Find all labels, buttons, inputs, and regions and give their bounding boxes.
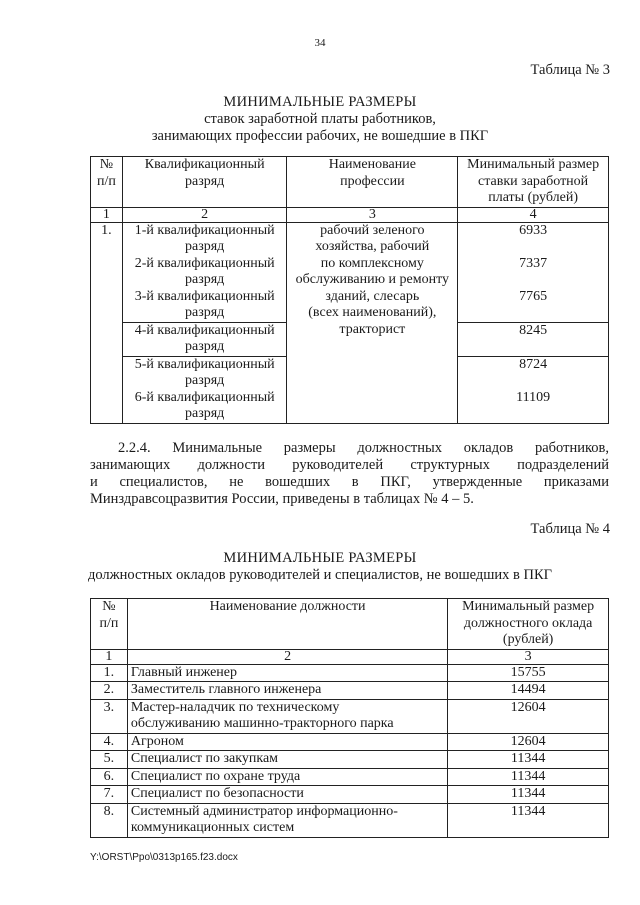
table3-row-number: 1. [91, 222, 123, 423]
profession-text: (всех наименований), [308, 305, 437, 320]
table4-column-numbers [91, 649, 609, 664]
table4-subtitle: должностных окладов руководителей и специалистов, не вошедших в ПКГ [87, 567, 553, 583]
table3-heading [0, 94, 640, 145]
header-text: (рублей) [502, 632, 554, 647]
position-text: Системный администратор информационно- [130, 803, 398, 819]
header-text: Минимальный размер [462, 599, 595, 614]
rate-value: 6933 [519, 222, 548, 238]
header-text: разряд [185, 173, 225, 189]
grade-text: разряд [185, 406, 225, 421]
table3-rate-4: 8245 [458, 322, 609, 356]
profession-text: тракторист [339, 321, 406, 337]
profession-text: по комплексному [320, 255, 424, 271]
table4-label: Таблица № 4 [530, 521, 610, 537]
row-number: 3. [91, 699, 128, 733]
header-text: Наименование [328, 157, 416, 172]
table3-header-num [91, 157, 123, 208]
position-name [127, 699, 447, 733]
profession-text: обслуживанию и ремонту [295, 272, 450, 287]
column-number: 4 [458, 207, 609, 222]
paragraph-line: Минздравсоцразвития России, приведены в таблицах № 4 – 5. [90, 491, 474, 507]
table4-header-num [91, 599, 128, 650]
header-text: Минимальный размер [467, 157, 600, 172]
grade-text: 5-й квалификационный [134, 356, 275, 372]
position-name: Заместитель главного инженера [127, 682, 447, 700]
table4-header-position: Наименование должности [127, 599, 447, 650]
table4-header-row [91, 599, 609, 650]
grade-text: 6-й квалификационный [134, 389, 275, 405]
column-number: 1 [91, 649, 128, 664]
header-text: № [102, 599, 116, 614]
salary-value: 12604 [448, 699, 609, 733]
table4-heading [0, 550, 640, 584]
paragraph-2-2-4 [90, 440, 609, 508]
table3-column-numbers [91, 207, 609, 222]
table-row [91, 786, 609, 804]
file-path-footer: Y:\ORST\Ppo\0313p165.f23.docx [90, 852, 238, 863]
table3-grade-4 [122, 322, 287, 356]
table-row [91, 803, 609, 837]
position-text: обслуживанию машинно-тракторного парка [130, 716, 394, 731]
header-text: профессии [340, 173, 405, 189]
table4-title: МИНИМАЛЬНЫЕ РАЗМЕРЫ [223, 550, 417, 566]
header-text: платы (рублей) [488, 190, 578, 205]
grade-text: 3-й квалификационный [134, 288, 275, 304]
header-text: Квалификационный [144, 157, 265, 172]
row-number: 5. [91, 751, 128, 769]
row-number: 4. [91, 733, 128, 751]
salary-value: 11344 [448, 751, 609, 769]
table3-header-profession [287, 157, 458, 208]
table3-label: Таблица № 3 [530, 62, 610, 78]
grade-text: разряд [185, 272, 225, 287]
table-row [91, 699, 609, 733]
header-text: ставки заработной [478, 173, 589, 189]
grade-text: разряд [185, 305, 225, 320]
position-name: Специалист по охране труда [127, 768, 447, 786]
table4-header-salary [448, 599, 609, 650]
row-number: 6. [91, 768, 128, 786]
header-text: п/п [99, 615, 119, 631]
position-text: коммуникационных систем [130, 820, 295, 835]
table3-rates-5-6 [458, 356, 609, 423]
row-number: 7. [91, 786, 128, 804]
table4 [90, 598, 609, 838]
table3-title: МИНИМАЛЬНЫЕ РАЗМЕРЫ [223, 94, 417, 110]
column-number: 3 [287, 207, 458, 222]
position-name: Специалист по безопасности [127, 786, 447, 804]
position-name [127, 803, 447, 837]
grade-text: разряд [185, 239, 225, 254]
paragraph-line: 2.2.4. Минимальные размеры должностных окладов работников, [118, 440, 609, 456]
column-number: 2 [127, 649, 447, 664]
rate-value: 7337 [519, 255, 548, 271]
row-number: 8. [91, 803, 128, 837]
table3-subtitle-1: ставок заработной платы работников, [204, 111, 436, 127]
grade-text: 2-й квалификационный [134, 255, 275, 271]
grade-text: разряд [185, 373, 225, 388]
header-text: п/п [96, 173, 116, 189]
salary-value: 11344 [448, 786, 609, 804]
profession-text: рабочий зеленого [320, 222, 425, 238]
row-number: 2. [91, 682, 128, 700]
salary-value: 11344 [448, 768, 609, 786]
page-number: 34 [314, 37, 326, 49]
rate-value: 11109 [516, 389, 551, 405]
salary-value: 14494 [448, 682, 609, 700]
position-name: Специалист по закупкам [127, 751, 447, 769]
paragraph-line: занимающих должности руководителей структурных подразделений [90, 457, 609, 473]
table3-subtitle-2: занимающих профессии рабочих, не вошедшие в ПКГ [151, 128, 489, 144]
header-text: должностного оклада [463, 615, 593, 631]
row-number: 1. [91, 664, 128, 682]
rate-value: 8724 [519, 356, 548, 372]
table-row [91, 682, 609, 700]
table3-rates-1-3 [458, 222, 609, 322]
column-number: 1 [91, 207, 123, 222]
position-name: Главный инженер [127, 664, 447, 682]
salary-value: 11344 [448, 803, 609, 837]
table3-row-group-a [91, 222, 609, 322]
header-text: № [99, 157, 114, 172]
table-row [91, 664, 609, 682]
salary-value: 12604 [448, 733, 609, 751]
table3-grades-5-6 [122, 356, 287, 423]
position-text: Мастер-наладчик по техническому [130, 699, 340, 715]
grade-text: разряд [185, 339, 225, 354]
rate-value: 7765 [519, 288, 548, 304]
table3-header-grade [122, 157, 287, 208]
table3-header-rate [458, 157, 609, 208]
table3-grades-1-3 [122, 222, 287, 322]
table-row [91, 768, 609, 786]
paragraph-line: и специалистов, не вошедших в ПКГ, утвержденные приказами [90, 474, 609, 490]
table-row [91, 733, 609, 751]
profession-text: зданий, слесарь [325, 288, 420, 304]
salary-value: 15755 [448, 664, 609, 682]
grade-text: 1-й квалификационный [134, 222, 275, 238]
position-name: Агроном [127, 733, 447, 751]
grade-text: 4-й квалификационный [134, 322, 275, 338]
profession-text: хозяйства, рабочий [315, 239, 430, 254]
table3-header-row [91, 157, 609, 208]
table-row [91, 751, 609, 769]
table3-profession [287, 222, 458, 423]
column-number: 3 [448, 649, 609, 664]
table3 [90, 156, 609, 424]
column-number: 2 [122, 207, 287, 222]
